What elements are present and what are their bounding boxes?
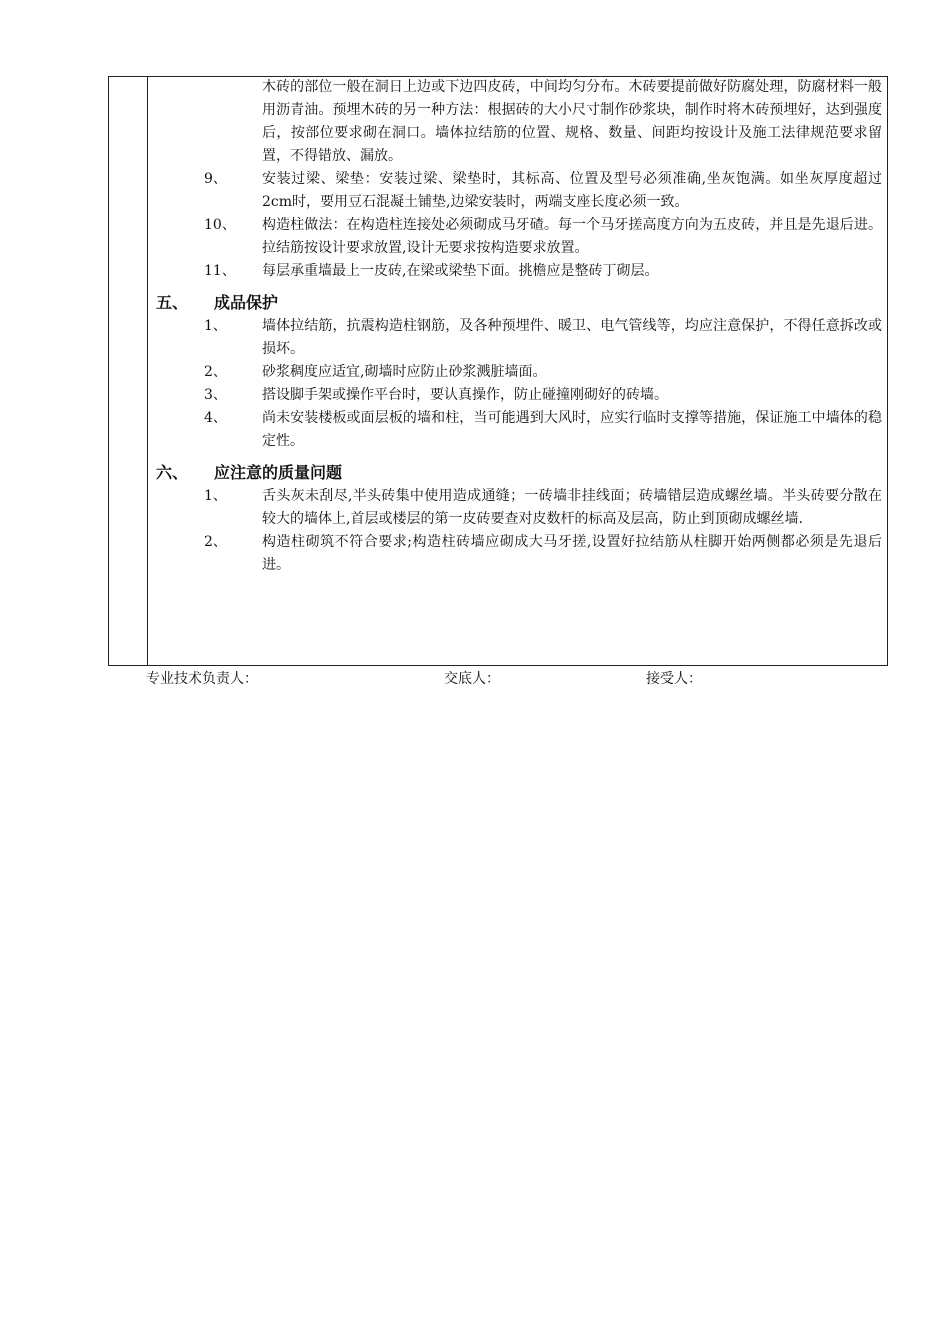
item-number: 4、 [204,410,227,426]
item-text: 舌头灰未刮尽,半头砖集中使用造成通缝；一砖墙非挂线面；砖墙错层造成螺丝墙。半头砖要分散在较大的墙体上,首层或楼层的第一皮砖要查对皮数杆的标高及层高，防止到顶砌成螺丝墙. [262,488,882,527]
list-item [156,531,882,577]
item-number: 11、 [204,263,236,279]
list-item [156,214,882,260]
document-content [156,76,882,577]
section-heading-finished-product-protection [156,291,882,315]
item-text: 搭设脚手架或操作平台时，要认真操作，防止碰撞刚砌好的砖墙。 [262,387,668,403]
list-item [156,407,882,453]
section-number: 五、 [156,293,189,312]
item-text: 墙体拉结筋，抗震构造柱钢筋，及各种预埋件、暖卫、电气管线等，均应注意保护，不得任意拆改或损坏。 [262,318,882,357]
item-text: 每层承重墙最上一皮砖,在梁或梁垫下面。挑檐应是整砖丁砌层。 [262,263,659,279]
continuation-text: 木砖的部位一般在洞日上边或下边四皮砖，中间均匀分布。木砖要提前做好防腐处理，防腐材料一般用沥青油。预埋木砖的另一种方法：根据砖的大小尺寸制作砂浆块，制作时将木砖预埋好，达到强度后，按部位要求砌在洞口。墙体拉结筋的位置、规格、数量、间距均按设计及施工法律规范要求留置，不得错放、漏放。 [262,79,882,164]
tech-lead-signature-label: 专业技术负责人： [146,671,258,687]
item-text: 构造柱做法：在构造柱连接处必须砌成马牙碴。每一个马牙搓高度方向为五皮砖，并且是先退后进。拉结筋按设计要求放置,设计无要求按构造要求放置。 [262,217,882,256]
list-item-continuation [156,76,882,168]
section-title: 应注意的质量问题 [214,463,343,482]
list-item [156,260,882,283]
list-item [156,384,882,407]
list-item [156,485,882,531]
item-text: 构造柱砌筑不符合要求;构造柱砖墙应砌成大马牙搓,设置好拉结筋从柱脚开始两侧都必须是先退后进。 [262,534,882,573]
table-column-divider [147,76,148,666]
section-heading-quality-issues [156,461,882,485]
item-number: 2、 [204,534,227,550]
section-title: 成品保护 [214,293,279,312]
item-number: 3、 [204,387,227,403]
item-text: 尚未安装楼板或面层板的墙和柱，当可能遇到大风时，应实行临时支撑等措施，保证施工中墙体的稳定性。 [262,410,882,449]
item-number: 2、 [204,364,227,380]
list-item [156,168,882,214]
briefer-signature-label: 交底人： [444,671,500,687]
item-number: 9、 [204,171,227,187]
item-number: 10、 [204,217,236,233]
item-number: 1、 [204,318,227,334]
section-number: 六、 [156,463,189,482]
list-item [156,361,882,384]
item-text: 砂浆稠度应适宜,砌墙时应防止砂浆溅脏墙面。 [262,364,547,380]
receiver-signature-label: 接受人： [646,671,702,687]
item-text: 安装过梁、梁垫：安装过梁、梁垫时，其标高、位置及型号必须准确,坐灰饱满。如坐灰厚度超过2cm时，要用豆石混凝土铺垫,边梁安装时，两端支座长度必须一致。 [262,171,882,210]
list-item [156,315,882,361]
item-number: 1、 [204,488,227,504]
